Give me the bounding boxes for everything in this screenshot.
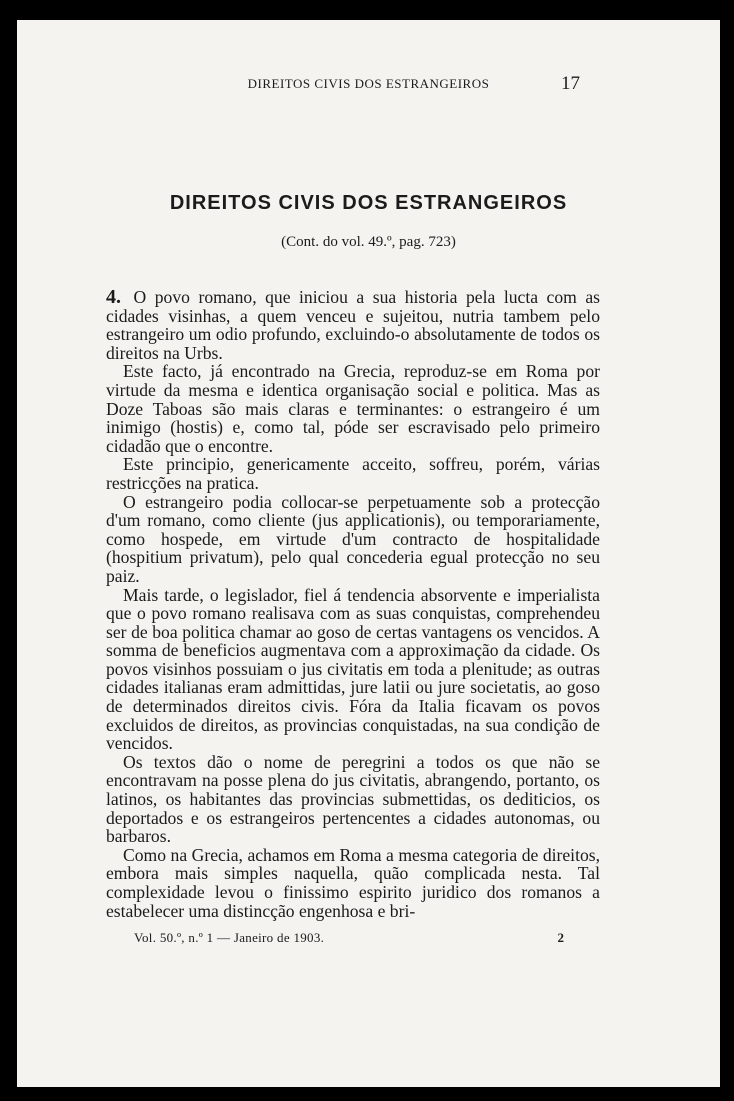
page-number: 17 xyxy=(561,73,580,94)
paragraph-4: O estrangeiro podia collocar-se perpetuamente sob a protecção d'um romano, como cliente (jus applicationis), ou temporariamente, como hospede, em virtude d'um contracto de hospitalidade (hospitium privatum), pelo qual concederia egual protecção no seu paiz. xyxy=(106,491,600,586)
paragraph-1-text: O povo romano, que iniciou a sua historia pela lucta com as cidades visinhas, a quem venceu e sujeitou, nutria tambem pelo estrangeiro um odio profundo, excluindo-o absolutamente de todos os direitos na Urbs. xyxy=(106,287,600,363)
paragraph-2: Este facto, já encontrado na Grecia, reproduz-se em Roma por virtude da mesma e identica organisação social e politica. Mas as Doze Taboas são mais claras e terminantes: o estrangeiro é um inimigo (hostis) e, como tal, póde ser escravisado pelo primeiro cidadão que o encontre. xyxy=(106,361,600,456)
article-title: DIREITOS CIVIS DOS ESTRANGEIROS xyxy=(169,192,568,214)
running-head xyxy=(17,73,720,98)
running-head-title: DIREITOS CIVIS DOS ESTRANGEIROS xyxy=(247,76,490,91)
volume-line: Vol. 50.º, n.º 1 — Janeiro de 1903. xyxy=(134,930,325,945)
book-page xyxy=(17,20,720,1087)
paragraph-3: Este principio, genericamente acceito, soffreu, porém, várias restricções na pratica. xyxy=(106,454,600,493)
continuation-note: (Cont. do vol. 49.º, pag. 723) xyxy=(281,234,456,250)
paragraph-6: Os textos dão o nome de peregrini a todos os que não se encontravam na posse plena do jus civitatis, abrangendo, portanto, os latinos, os habitantes das provincias submettidas, os dediticios, os deportados e os estrangeiros pertencentes a cidades autonomas, ou barbaros. xyxy=(106,751,600,847)
signature-mark: 2 xyxy=(557,930,564,945)
article-body xyxy=(106,288,600,920)
paragraph-7: Como na Grecia, achamos em Roma a mesma categoria de direitos, embora mais simples naquella, quão complicada nesta. Tal complexidade levou o finissimo espirito juridico dos romanos a estabelecer uma distincção engenhosa e bri- xyxy=(106,844,600,921)
section-number: 4. xyxy=(106,286,121,308)
paragraph-1 xyxy=(106,288,600,362)
paragraph-5: Mais tarde, o legislador, fiel á tendencia absorvente e imperialista que o povo romano realisava com as suas conquistas, comprehendeu ser de boa politica chamar ao goso de certas vantagens os vencidos. A somma de beneficios augmentava com a approximação da cidade. Os povos visinhos possuiam o jus civitatis em toda a plenitude; as outras cidades italianas eram admittidas, jure latii ou jure societatis, ao goso de determinados direitos civis. Fóra da Italia ficavam os povos excluidos de direitos, as provincias conquistadas, na sua condição de vencidos. xyxy=(106,584,600,754)
